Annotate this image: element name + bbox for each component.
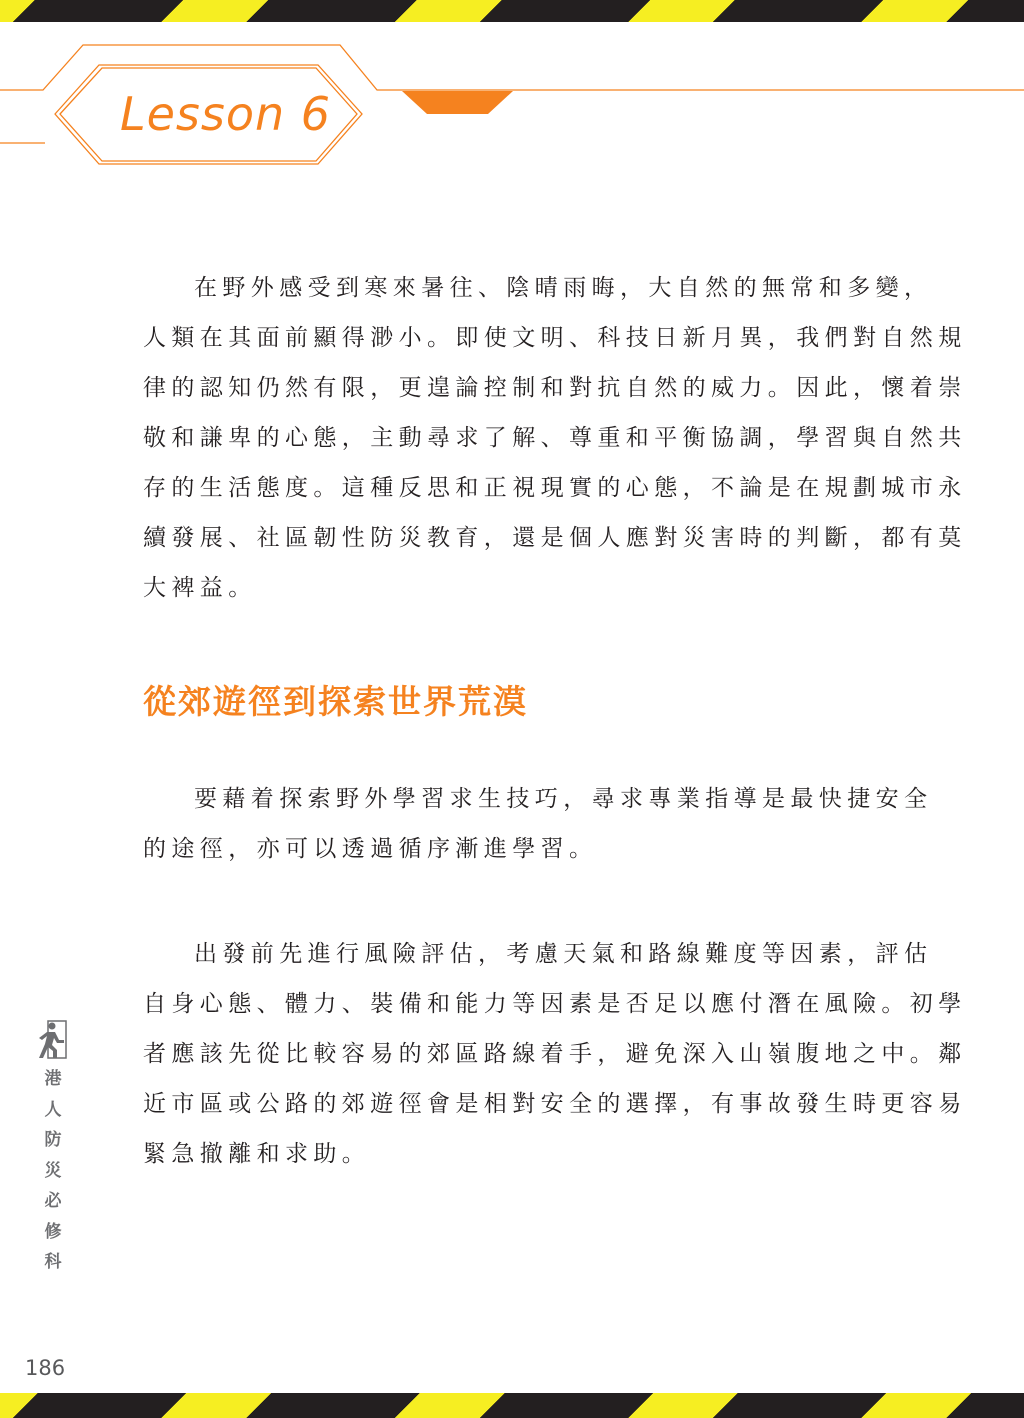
text-line: 自身心態、體力、裝備和能力等因素是否足以應付潛在風險。初學	[143, 991, 967, 1017]
book-title-sidebar	[36, 1020, 70, 1278]
sidebar-char: 人	[44, 1099, 62, 1120]
text-line: 人類在其面前顯得渺小。即使文明、科技日新月異，我們對自然規	[143, 325, 967, 351]
text-line: 者應該先從比較容易的郊區路線着手，避免深入山嶺腹地之中。鄰	[143, 1041, 967, 1067]
sidebar-char: 科	[44, 1252, 62, 1272]
lesson-title: Lesson 6	[120, 87, 332, 141]
text-line: 敬和謙卑的心態，主動尋求了解、尊重和平衡協調，學習與自然共	[143, 425, 967, 451]
hazard-stripe-top	[0, 0, 1024, 22]
section-paragraph-1	[143, 774, 933, 874]
running-exit-icon	[37, 1020, 69, 1060]
text-line: 大裨益。	[143, 575, 257, 601]
text-line: 近市區或公路的郊遊徑會是相對安全的選擇，有事故發生時更容易	[143, 1091, 967, 1117]
section-paragraph-2	[143, 929, 967, 1179]
sidebar-char: 修	[44, 1221, 62, 1242]
text-line: 律的認知仍然有限，更遑論控制和對抗自然的威力。因此，懷着崇	[143, 375, 967, 401]
page-number: 186	[25, 1356, 66, 1380]
sidebar-char: 災	[44, 1160, 62, 1181]
text-line: 要藉着探索野外學習求生技巧，尋求專業指導是最快捷安全	[194, 786, 933, 812]
section-heading: 從郊遊徑到探索世界荒漠	[143, 682, 528, 721]
sidebar-char: 港	[44, 1069, 62, 1089]
text-line: 在野外感受到寒來暑往、陰晴雨晦，大自然的無常和多變，	[194, 275, 933, 301]
text-line: 存的生活態度。這種反思和正視現實的心態，不論是在規劃城市永	[143, 475, 967, 501]
banner-tab	[402, 91, 513, 114]
text-line: 緊急撤離和求助。	[143, 1141, 371, 1167]
intro-paragraph	[143, 263, 967, 613]
hazard-stripe-bottom	[0, 1393, 1024, 1418]
text-line: 出發前先進行風險評估，考慮天氣和路線難度等因素，評估	[194, 941, 933, 967]
sidebar-char: 防	[44, 1130, 62, 1150]
text-line: 的途徑，亦可以透過循序漸進學習。	[143, 836, 598, 862]
sidebar-char: 必	[44, 1191, 62, 1211]
text-line: 續發展、社區韌性防災教育，還是個人應對災害時的判斷，都有莫	[143, 525, 967, 551]
